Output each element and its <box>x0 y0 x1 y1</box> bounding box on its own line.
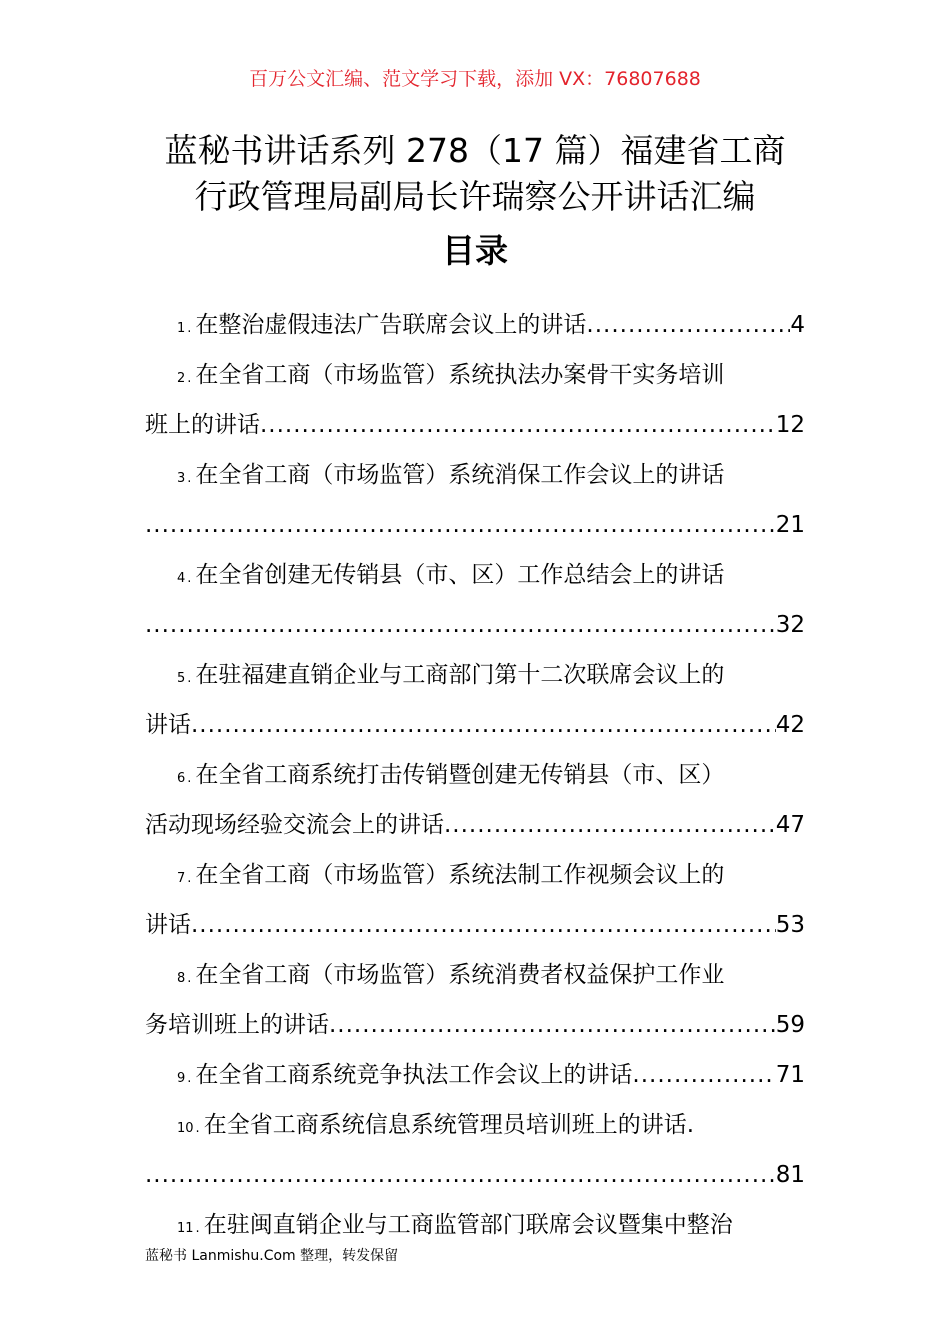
toc-line <box>145 600 805 650</box>
toc-line <box>145 1200 805 1250</box>
dot-leader <box>145 600 776 650</box>
toc-line <box>145 650 805 700</box>
toc-number: 11 <box>177 1221 194 1236</box>
toc-title-continued: 讲话 <box>145 912 191 938</box>
dot-leader <box>586 300 790 350</box>
toc-number-separator: . <box>187 571 192 586</box>
toc-number: 2 <box>177 371 186 386</box>
toc-page-number: 47 <box>775 812 805 838</box>
toc-title: 在全省工商系统打击传销暨创建无传销县（市、区） <box>195 762 725 788</box>
table-of-contents <box>145 300 805 1250</box>
toc-number-separator: . <box>187 871 192 886</box>
toc-title: 在全省工商（市场监管）系统法制工作视频会议上的 <box>195 862 725 888</box>
toc-title: 在全省工商（市场监管）系统消费者权益保护工作业 <box>195 962 725 988</box>
toc-number-separator: . <box>195 1121 200 1136</box>
toc-page-number: 53 <box>775 912 805 938</box>
toc-line <box>145 850 805 900</box>
toc-line <box>145 400 805 450</box>
toc-number: 8 <box>177 971 186 986</box>
toc-number-separator: . <box>187 321 192 336</box>
toc-item[interactable] <box>145 1100 805 1200</box>
toc-line <box>145 1150 805 1200</box>
toc-line <box>145 1100 805 1150</box>
toc-line <box>145 800 805 850</box>
toc-page-number: 12 <box>775 412 805 438</box>
toc-line <box>145 450 805 500</box>
toc-number: 6 <box>177 771 186 786</box>
toc-page-number: 21 <box>775 512 805 538</box>
toc-line <box>145 300 805 350</box>
toc-number-separator: . <box>195 1221 200 1236</box>
document-title <box>60 128 890 220</box>
promo-banner: 百万公文汇编、范文学习下载，添加 VX：76807688 <box>249 68 701 90</box>
toc-number: 7 <box>177 871 186 886</box>
title-line-1: 蓝秘书讲话系列 278（17 篇）福建省工商 <box>164 131 786 170</box>
toc-line <box>145 950 805 1000</box>
toc-number-separator: . <box>187 671 192 686</box>
toc-page-number: 4 <box>790 312 805 338</box>
toc-item[interactable] <box>145 300 805 350</box>
toc-title: 在驻福建直销企业与工商部门第十二次联席会议上的 <box>195 662 725 688</box>
toc-title: 在全省工商系统竞争执法工作会议上的讲话 <box>195 1062 633 1088</box>
toc-item[interactable] <box>145 950 805 1050</box>
toc-line <box>145 900 805 950</box>
toc-page-number: 32 <box>775 612 805 638</box>
dot-leader <box>191 700 776 750</box>
toc-page-number: 71 <box>775 1062 805 1088</box>
toc-item[interactable] <box>145 650 805 750</box>
toc-page-number: 59 <box>775 1012 805 1038</box>
footer-credit: 蓝秘书 Lanmishu.Com 整理，转发保留 <box>145 1248 399 1264</box>
toc-title-continued: 讲话 <box>145 712 191 738</box>
toc-number-separator: . <box>187 1071 192 1086</box>
toc-line <box>145 350 805 400</box>
toc-item[interactable] <box>145 1050 805 1100</box>
toc-item[interactable] <box>145 750 805 850</box>
toc-title-continued: 活动现场经验交流会上的讲话 <box>145 812 444 838</box>
toc-title: 在驻闽直销企业与工商监管部门联席会议暨集中整治 <box>203 1212 733 1238</box>
dot-leader <box>145 500 776 550</box>
toc-number: 10 <box>177 1121 194 1136</box>
toc-item[interactable] <box>145 1200 805 1250</box>
toc-line <box>145 750 805 800</box>
toc-title: 在全省工商（市场监管）系统执法办案骨干实务培训 <box>195 362 725 388</box>
toc-item[interactable] <box>145 550 805 650</box>
toc-heading: 目录 <box>442 231 508 270</box>
toc-line <box>145 550 805 600</box>
toc-title: 在全省工商系统信息系统管理员培训班上的讲话. <box>203 1112 694 1138</box>
toc-number: 5 <box>177 671 186 686</box>
toc-page-number: 42 <box>775 712 805 738</box>
toc-line <box>145 700 805 750</box>
toc-title-continued: 班上的讲话 <box>145 412 260 438</box>
toc-item[interactable] <box>145 450 805 550</box>
toc-title-continued: 务培训班上的讲话 <box>145 1012 329 1038</box>
toc-number-separator: . <box>187 971 192 986</box>
title-line-2: 行政管理局副局长许瑞察公开讲话汇编 <box>194 177 756 216</box>
toc-title: 在全省创建无传销县（市、区）工作总结会上的讲话 <box>195 562 725 588</box>
dot-leader <box>260 400 776 450</box>
dot-leader <box>329 1000 776 1050</box>
toc-line <box>145 1000 805 1050</box>
toc-number: 9 <box>177 1071 186 1086</box>
dot-leader <box>145 1150 776 1200</box>
toc-item[interactable] <box>145 850 805 950</box>
toc-number-separator: . <box>187 771 192 786</box>
toc-item[interactable] <box>145 350 805 450</box>
toc-number-separator: . <box>187 371 192 386</box>
toc-number: 4 <box>177 571 186 586</box>
toc-line <box>145 500 805 550</box>
dot-leader <box>191 900 776 950</box>
toc-number-separator: . <box>187 471 192 486</box>
toc-line <box>145 1050 805 1100</box>
toc-page-number: 81 <box>775 1162 805 1188</box>
toc-number: 3 <box>177 471 186 486</box>
dot-leader <box>444 800 776 850</box>
toc-title: 在全省工商（市场监管）系统消保工作会议上的讲话 <box>195 462 725 488</box>
toc-title: 在整治虚假违法广告联席会议上的讲话 <box>195 312 587 338</box>
toc-number: 1 <box>177 321 186 336</box>
dot-leader <box>632 1050 775 1100</box>
